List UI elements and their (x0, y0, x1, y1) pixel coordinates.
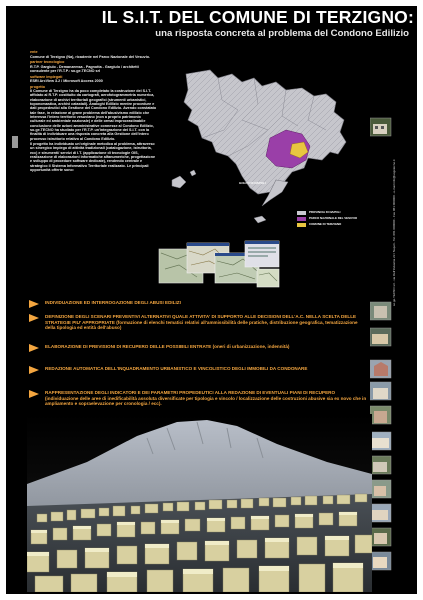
project-description (30, 49, 157, 172)
photo-thumbnail (370, 360, 391, 378)
legend-swatch (297, 211, 306, 215)
legend-swatch (297, 223, 306, 227)
progetto-text-2: Il progetto ha individuato un'originale metodica al problema, attraverso un sinergico impiego di attività tradizionali (catalogazione, istruttoria, ecc) e strumenti/ servizi di I.T. (applicazione di tecnologie GIS, realizzazione di elaborazioni informatiche alfanumeriche, progettazione e sviluppo di procedure software dedicate), rendendo centrale e strategico il Sistema Informativo Territoriale realizzato. Le principali opportunità offerte sono: (30, 142, 155, 173)
photo-thumbnail (370, 552, 391, 570)
arrow-icon (29, 366, 39, 374)
photo-thumbnail (370, 528, 391, 546)
legend-swatch (297, 217, 306, 221)
contact-side-text: so.ge.TECNO srl - via Dell'Industria 23 / Napoli - Tel. 081 000000 - Fax 081 000000 - e-mail info@sogetecno.it (392, 159, 396, 306)
software-text: ESRI ArcView 3.2 / Microsoft Access 2000 (30, 78, 103, 83)
legend-item (297, 211, 369, 215)
photo-thumbnail (370, 302, 391, 320)
software-screenshots (157, 239, 282, 291)
photo-thumbnail (370, 432, 391, 450)
ente-text: Comune di Terzigno (Na), ricadente nel Parco Nazionale del Vesuvio. (30, 54, 151, 59)
progetto-text: Il Comune di Terzigno ha da poco completato la costruzione del S.I.T. affidato al R.T.P. costituito da cartografi, aerofotogrammetria numerica, elaborazione di archivi territoriali geografici (strumenti urbanistici, toponomastica, archivi catastali). Analoghi Edilizio mentre procedure e dati propedeutici alla Gestione del Condono Edilizio. Avendo constatato tale fase, in relazione al grave problema dell'abusivismo edilizio che interessa l'intero territorio vesuviano (non a proprio patrimonio culturale ed ambientale nazionale) e delle ormai improcrastinabile conclusione delle azioni amministrative connesse al Condono Edilizio, so.ge.TECNO ha studiato per l'R.T.P. un'integrazione del S.I.T. con la finalità di individuare una risposta concreta alla Gestione dell'intero processo istruttorio relativo al Condono Edilizio. (30, 88, 157, 141)
photo-thumbnail (370, 406, 391, 424)
progetto-heading: progetto (30, 84, 45, 89)
opportunity-detail: (formazione di elenchi tematici relativi all'ammissibilità delle pratiche, distribuzione geografica, tematizzazione della tipologia ed entità dell'abuso) (45, 319, 358, 331)
photo-thumbnail (370, 504, 391, 522)
legend-item (297, 217, 369, 221)
ischia-island (172, 176, 186, 188)
map-legend (297, 211, 369, 228)
software-heading: software impiegati (30, 74, 63, 79)
poster-title: IL S.I.T. DEL COMUNE DI TERZIGNO: (101, 7, 414, 27)
arrow-icon (29, 390, 39, 398)
opportunity-text: INDIVIDUAZIONE ED INTERROGAZIONE DEGLI ABUSI EDILIZI (45, 300, 181, 305)
opportunity-text: ELABORAZIONE DI PREVISIONI DI RECUPERO DELLE POSSIBILI ENTRATE (45, 344, 212, 349)
opportunity-detail: (individuazione delle aree di inedificabilità assoluta diversificate per tipologia e vincolo / localizzazione delle costruzioni abusive sia ex novo che in ampliamento e sopraelevazione per cronologia / ecc). (45, 395, 367, 407)
opportunity-text: REDAZIONE AUTOMATICA DELL'INQUADRAMENTO URBANISTICO E VINCOLISTICO DEGLI IMMOBILI DA CONDONARE (45, 366, 308, 371)
legend-label: PROVINCIA DI NAPOLI (309, 210, 341, 215)
arrow-icon (29, 300, 39, 308)
legend-label: COMUNE DI TERZIGNO (309, 221, 342, 226)
photo-thumbnail (370, 382, 391, 400)
photo-thumbnail (370, 480, 391, 498)
opportunity-text: DEFINIZIONE DEGLI SCENARI PREVENTIVI ALTERNATIVI QUALE ATTIVITA' DI SUPPORTO ALLE DECISIONI DELL'A.C. NELLA SCELTA DELLE STRATEGIE PIU' APPROPRIATE (45, 314, 357, 325)
poster-subtitle: una risposta concreta al problema del Condono Edilizio (155, 28, 409, 39)
legend-item (297, 223, 369, 227)
photo-thumbnail (370, 328, 391, 346)
procida-island (190, 170, 196, 176)
arrow-icon (29, 344, 39, 352)
partner-heading: partner tecnologico (30, 60, 65, 65)
gulf-label: GOLFO DI NAPOLI (239, 181, 266, 185)
opportunity-text: RAPPRESENTAZIONE DEGLI INDICATORI E DEI PARAMETRI PROPEDEUTICI ALLA REDAZIONE DI EVENTUALI PIANI DI RECUPERO (45, 390, 336, 395)
legend-label: PARCO NAZIONALE DEL VESUVIO (309, 216, 358, 221)
partner-text: R.T.P. Gargiulo - Demanzemsa - Pagnotta - Gargiulo / architetti consulente per l'R.T.P.: so.ge.TECNO srl (30, 64, 139, 73)
city-3d-render (27, 414, 372, 592)
arrow-icon (29, 314, 39, 322)
photo-thumbnail (370, 118, 391, 136)
photo-thumbnail (370, 456, 391, 474)
photo-strip (370, 116, 392, 586)
decorative-bar (12, 136, 18, 148)
opportunity-detail: (oneri di urbanizzazione, indennità) (212, 344, 290, 349)
ente-heading: ente (30, 50, 38, 55)
poster-board (6, 6, 417, 594)
capri-island (254, 216, 266, 223)
